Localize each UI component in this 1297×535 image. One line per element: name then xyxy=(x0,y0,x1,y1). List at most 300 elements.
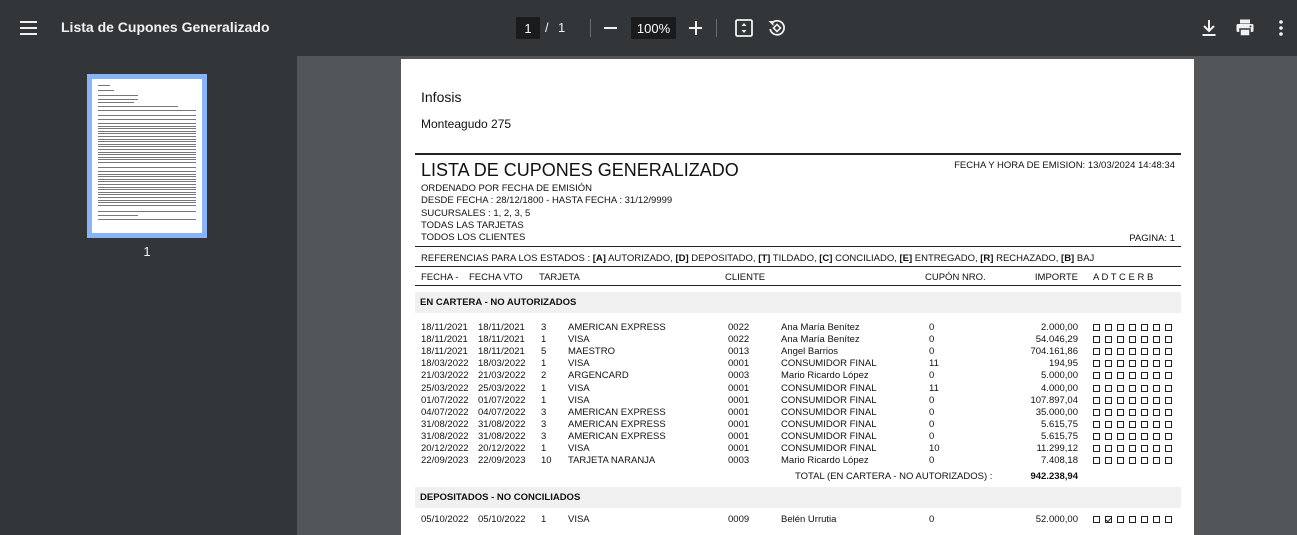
state-checkbox xyxy=(1117,397,1124,404)
cell-importe: 11.299,12 xyxy=(1036,443,1078,454)
state-checkbox xyxy=(1105,385,1112,392)
thumbnail-line xyxy=(98,167,196,168)
thumbnail-line xyxy=(98,179,196,180)
state-checkbox xyxy=(1153,385,1160,392)
cell-fecha: 18/11/2021 xyxy=(421,334,468,346)
cell-fecha: 18/03/2022 xyxy=(421,358,469,370)
thumbnail-line xyxy=(98,141,196,142)
thumbnail-line xyxy=(98,181,196,182)
cell-fecha: 18/11/2021 xyxy=(421,322,468,333)
reference-text: ENTREGADO, xyxy=(912,253,981,264)
cell-cliente: CONSUMIDOR FINAL xyxy=(781,418,877,430)
section-total-label: TOTAL (EN CARTERA - NO AUTORIZADOS) : xyxy=(795,471,993,482)
cell-tarjeta: AMERICAN EXPRESS xyxy=(568,430,666,442)
state-checkbox xyxy=(1153,397,1160,404)
cell-fecha-vto: 21/03/2022 xyxy=(478,370,526,382)
thumbnail-line xyxy=(98,136,196,137)
page-number-input[interactable] xyxy=(516,17,540,39)
state-checkbox xyxy=(1129,336,1136,343)
table-row xyxy=(401,419,1194,431)
state-checkbox xyxy=(1141,360,1148,367)
cell-tarjeta: VISA xyxy=(568,334,590,346)
state-checkbox xyxy=(1165,516,1172,523)
thumbnail-line xyxy=(98,152,196,153)
cell-tarjeta: VISA xyxy=(568,514,590,525)
column-estados: A D T C E R B xyxy=(1093,272,1154,283)
cell-tarjeta-code: 2 xyxy=(541,370,547,382)
state-checkbox xyxy=(1129,445,1136,452)
cell-fecha-vto: 25/03/2022 xyxy=(478,382,526,394)
cell-fecha-vto: 05/10/2022 xyxy=(478,514,526,525)
state-checkbox xyxy=(1129,348,1136,355)
section-title: DEPOSITADOS - NO CONCILIADOS xyxy=(420,492,581,503)
reference-code: [B] xyxy=(1061,253,1075,264)
state-checkbox xyxy=(1129,324,1136,331)
thumbnail-line xyxy=(98,149,196,150)
state-checkbox xyxy=(1129,516,1136,523)
state-checkbox xyxy=(1141,336,1148,343)
thumbnail-line xyxy=(98,154,196,155)
page-thumbnail[interactable] xyxy=(87,74,207,238)
toolbar-divider xyxy=(590,19,591,37)
state-checkbox xyxy=(1093,385,1100,392)
column-tarjeta: TARJETA xyxy=(539,272,580,283)
state-checkbox xyxy=(1141,348,1148,355)
state-checkbox xyxy=(1165,397,1172,404)
thumbnail-line xyxy=(98,187,196,188)
state-checkbox xyxy=(1141,421,1148,428)
thumbnail-line xyxy=(98,200,196,201)
thumbnail-line xyxy=(98,202,196,203)
state-checkbox xyxy=(1129,421,1136,428)
page-label: PAGINA: 1 xyxy=(1129,233,1175,244)
cell-cliente-code: 0001 xyxy=(728,358,750,370)
thumbnail-line xyxy=(98,90,114,91)
reference-text: CONCILIADO, xyxy=(832,253,900,264)
cell-cliente: CONSUMIDOR FINAL xyxy=(781,382,877,394)
cell-cupon: 0 xyxy=(929,514,935,525)
thumbnail-line xyxy=(98,157,196,158)
divider xyxy=(415,266,1181,267)
state-checkbox xyxy=(1165,360,1172,367)
cell-tarjeta: VISA xyxy=(568,443,590,454)
state-checkbox xyxy=(1105,360,1112,367)
thumbnail-page-number: 1 xyxy=(143,244,151,259)
thumbnail-line xyxy=(98,131,196,132)
thumbnail-page-preview xyxy=(92,79,202,233)
cell-fecha-vto: 01/07/2022 xyxy=(478,394,526,406)
cell-cliente-code: 0001 xyxy=(728,382,750,394)
cell-fecha: 20/12/2022 xyxy=(421,443,469,454)
state-checkbox xyxy=(1165,336,1172,343)
thumbnail-line xyxy=(98,219,196,220)
state-checkbox xyxy=(1105,445,1112,452)
cell-cupon: 0 xyxy=(929,406,935,418)
cell-importe: 4.000,00 xyxy=(1041,382,1078,394)
cell-cliente-code: 0003 xyxy=(728,370,750,382)
cell-importe: 54.046,29 xyxy=(1035,334,1078,346)
cell-importe: 194,95 xyxy=(1048,358,1078,370)
company-name: Infosis xyxy=(421,89,462,105)
cell-importe: 5.615,75 xyxy=(1041,430,1078,442)
cell-cupon: 0 xyxy=(929,418,935,430)
thumbnail-line xyxy=(98,133,196,134)
cell-tarjeta-code: 1 xyxy=(541,358,547,370)
state-checkbox xyxy=(1105,348,1112,355)
state-checkbox xyxy=(1093,433,1100,440)
state-checkbox xyxy=(1093,324,1100,331)
thumbnail-line xyxy=(98,215,138,216)
cell-fecha-vto: 18/03/2022 xyxy=(478,358,526,370)
state-checkbox xyxy=(1129,360,1136,367)
cell-tarjeta: AMERICAN EXPRESS xyxy=(568,406,666,418)
reference-text: TILDADO, xyxy=(770,253,820,264)
column-cupon: CUPÓN NRO. xyxy=(925,272,986,283)
state-checkbox xyxy=(1105,336,1112,343)
thumbnail-line xyxy=(98,139,196,140)
total-pages: 1 xyxy=(558,20,566,35)
thumbnail-line xyxy=(98,205,196,206)
state-checkbox xyxy=(1105,372,1112,379)
cell-cliente: CONSUMIDOR FINAL xyxy=(781,406,877,418)
state-checkbox xyxy=(1105,409,1112,416)
pdf-toolbar xyxy=(0,0,1297,56)
table-row xyxy=(401,431,1194,443)
state-checkbox xyxy=(1093,360,1100,367)
zoom-input[interactable] xyxy=(631,17,676,39)
cell-cliente-code: 0022 xyxy=(728,322,750,333)
state-checkbox xyxy=(1117,324,1124,331)
thumbnail-line xyxy=(98,176,196,177)
state-checkbox xyxy=(1165,348,1172,355)
cell-fecha-vto: 04/07/2022 xyxy=(478,406,526,418)
state-checkbox xyxy=(1153,457,1160,464)
state-checkbox xyxy=(1093,348,1100,355)
emission-datetime: FECHA Y HORA DE EMISION: 13/03/2024 14:48:34 xyxy=(954,160,1175,171)
state-checkbox xyxy=(1093,457,1100,464)
state-checkbox xyxy=(1093,409,1100,416)
date-range: DESDE FECHA : 28/12/1800 - HASTA FECHA : 31/12/9999 xyxy=(421,195,673,206)
state-checkbox xyxy=(1117,409,1124,416)
cell-tarjeta-code: 3 xyxy=(541,322,547,333)
cell-fecha: 21/03/2022 xyxy=(421,370,469,382)
thumbnail-line xyxy=(98,102,134,103)
cell-fecha-vto: 31/08/2022 xyxy=(478,430,526,442)
reference-text: AUTORIZADO, xyxy=(605,253,676,264)
cell-cupon: 10 xyxy=(929,443,940,454)
table-row xyxy=(401,370,1194,382)
state-checkbox xyxy=(1129,372,1136,379)
cell-cliente-code: 0001 xyxy=(728,406,750,418)
cell-cupon: 0 xyxy=(929,430,935,442)
state-checkbox xyxy=(1141,385,1148,392)
thumbnail-line xyxy=(98,162,196,163)
state-checkbox xyxy=(1129,385,1136,392)
cell-importe: 35.000,00 xyxy=(1035,406,1078,418)
cell-cliente: Ana María Benítez xyxy=(781,322,860,333)
state-checkbox xyxy=(1093,397,1100,404)
cell-tarjeta-code: 1 xyxy=(541,394,547,406)
header-rule xyxy=(415,153,1181,155)
section-header xyxy=(415,292,1181,313)
cell-fecha: 05/10/2022 xyxy=(421,514,469,525)
thumbnail-line xyxy=(98,211,196,212)
thumbnail-line xyxy=(98,126,196,127)
state-checkbox xyxy=(1153,324,1160,331)
state-checkbox xyxy=(1153,372,1160,379)
cell-cupon: 0 xyxy=(929,334,935,346)
pdf-page xyxy=(401,59,1194,535)
state-checkbox xyxy=(1165,421,1172,428)
cell-tarjeta-code: 1 xyxy=(541,443,547,454)
thumbnail-line xyxy=(98,159,196,160)
state-checkbox xyxy=(1129,457,1136,464)
cell-cupon: 11 xyxy=(929,382,939,394)
thumbnail-line xyxy=(98,110,196,111)
divider xyxy=(415,246,1181,247)
cell-importe: 704.161,86 xyxy=(1030,346,1078,358)
thumbnail-sidebar xyxy=(0,56,297,535)
state-checkbox xyxy=(1105,421,1112,428)
reference-code: [A] xyxy=(592,253,606,264)
state-checkbox xyxy=(1141,457,1148,464)
state-checkbox xyxy=(1165,445,1172,452)
cell-cliente: CONSUMIDOR FINAL xyxy=(781,430,877,442)
state-checkbox xyxy=(1105,324,1112,331)
cell-fecha: 22/09/2023 xyxy=(421,455,469,467)
cell-fecha: 31/08/2022 xyxy=(421,430,469,442)
cell-cupon: 11 xyxy=(929,358,939,370)
cell-cliente: Belén Urrutia xyxy=(781,514,837,525)
cell-tarjeta: TARJETA NARANJA xyxy=(568,455,656,467)
table-row xyxy=(401,346,1194,358)
cell-tarjeta: VISA xyxy=(568,382,590,394)
thumbnail-line xyxy=(98,99,138,100)
cell-tarjeta: ARGENCARD xyxy=(568,370,629,382)
cards-filter: TODAS LAS TARJETAS xyxy=(421,220,524,231)
section-total-value: 942.238,94 xyxy=(1030,471,1078,482)
cell-tarjeta-code: 3 xyxy=(541,406,547,418)
zoom-in-icon[interactable] xyxy=(687,17,705,39)
table-row xyxy=(401,322,1194,334)
cell-tarjeta-code: 1 xyxy=(541,382,547,394)
cell-tarjeta-code: 1 xyxy=(541,514,547,525)
state-checkbox xyxy=(1117,360,1124,367)
state-checkbox xyxy=(1093,445,1100,452)
cell-tarjeta: MAESTRO xyxy=(568,346,615,358)
section-title: EN CARTERA - NO AUTORIZADOS xyxy=(420,297,577,308)
state-checkbox xyxy=(1129,433,1136,440)
thumbnail-line xyxy=(98,192,196,193)
document-title: Lista de Cupones Generalizado xyxy=(61,19,270,35)
state-checkbox xyxy=(1141,445,1148,452)
state-checkbox xyxy=(1141,397,1148,404)
state-checkbox xyxy=(1093,336,1100,343)
rotate-icon[interactable] xyxy=(765,16,789,40)
reference-code: [R] xyxy=(980,253,994,264)
more-vert-icon[interactable] xyxy=(1269,16,1293,40)
state-checkbox xyxy=(1141,409,1148,416)
zoom-out-icon[interactable] xyxy=(602,17,620,39)
thumbnail-line xyxy=(98,197,196,198)
table-row xyxy=(401,443,1194,455)
cell-importe: 107.897,04 xyxy=(1030,394,1078,406)
table-row xyxy=(401,455,1194,467)
thumbnail-line xyxy=(98,119,196,120)
cell-tarjeta: VISA xyxy=(568,358,590,370)
state-references xyxy=(421,253,1094,264)
cell-fecha-vto: 18/11/2021 xyxy=(478,334,525,346)
state-checkbox xyxy=(1093,372,1100,379)
state-checkbox xyxy=(1117,372,1124,379)
state-checkbox xyxy=(1117,445,1124,452)
state-checkbox xyxy=(1105,433,1112,440)
column-cliente: CLIENTE xyxy=(725,272,766,283)
cell-fecha: 25/03/2022 xyxy=(421,382,469,394)
page-separator: / xyxy=(545,20,549,35)
table-row xyxy=(401,334,1194,346)
state-checkbox xyxy=(1153,516,1160,523)
reference-code: [D] xyxy=(675,253,689,264)
table-row xyxy=(401,407,1194,419)
thumbnail-line xyxy=(98,189,196,190)
state-checkbox xyxy=(1165,324,1172,331)
thumbnail-line xyxy=(98,123,196,124)
cell-tarjeta: VISA xyxy=(568,394,590,406)
cell-cliente: Ana María Benítez xyxy=(781,334,860,346)
toolbar-divider xyxy=(716,19,717,37)
state-checkbox xyxy=(1153,348,1160,355)
cell-cliente: Mario Ricardo López xyxy=(781,370,869,382)
thumbnail-line xyxy=(98,128,196,129)
cell-cliente: CONSUMIDOR FINAL xyxy=(781,443,877,454)
cell-fecha-vto: 22/09/2023 xyxy=(478,455,526,467)
cell-fecha: 18/11/2021 xyxy=(421,346,468,358)
report-title: LISTA DE CUPONES GENERALIZADO xyxy=(421,160,739,180)
cell-fecha: 31/08/2022 xyxy=(421,418,469,430)
state-checkbox xyxy=(1117,457,1124,464)
cell-cliente-code: 0009 xyxy=(728,514,750,525)
state-checkbox xyxy=(1153,421,1160,428)
state-checkbox xyxy=(1153,433,1160,440)
cell-cliente-code: 0001 xyxy=(728,394,750,406)
state-checkbox xyxy=(1105,397,1112,404)
menu-icon[interactable] xyxy=(14,14,42,42)
cell-cupon: 0 xyxy=(929,394,935,406)
state-checkbox xyxy=(1117,348,1124,355)
thumbnail-line xyxy=(98,115,196,116)
table-row xyxy=(401,383,1194,395)
cell-cupon: 0 xyxy=(929,322,935,333)
state-checkbox xyxy=(1141,324,1148,331)
cell-cliente-code: 0001 xyxy=(728,443,750,454)
references-prefix: REFERENCIAS PARA LOS ESTADOS : xyxy=(421,253,593,264)
cell-cupon: 0 xyxy=(929,455,935,467)
state-checkbox xyxy=(1141,372,1148,379)
fit-page-icon[interactable] xyxy=(732,16,756,40)
table-row xyxy=(401,395,1194,407)
cell-fecha-vto: 18/11/2021 xyxy=(478,322,525,333)
divider xyxy=(415,285,1181,286)
state-checkbox xyxy=(1153,409,1160,416)
print-icon[interactable] xyxy=(1233,16,1257,40)
cell-cliente: CONSUMIDOR FINAL xyxy=(781,358,877,370)
state-checkbox xyxy=(1153,336,1160,343)
cell-cliente-code: 0013 xyxy=(728,346,750,358)
cell-fecha: 01/07/2022 xyxy=(421,394,469,406)
cell-cliente-code: 0001 xyxy=(728,418,750,430)
state-checkbox xyxy=(1165,385,1172,392)
branches: SUCURSALES : 1, 2, 3, 5 xyxy=(421,208,531,219)
column-fecha: FECHA - xyxy=(421,272,459,283)
state-checkbox xyxy=(1153,360,1160,367)
cell-cliente-code: 0001 xyxy=(728,430,750,442)
state-checkbox xyxy=(1117,433,1124,440)
state-checkbox xyxy=(1129,397,1136,404)
state-checkbox xyxy=(1117,336,1124,343)
cell-tarjeta-code: 3 xyxy=(541,430,547,442)
thumbnail-line xyxy=(98,95,138,96)
cell-tarjeta-code: 10 xyxy=(541,455,552,467)
cell-cliente-code: 0003 xyxy=(728,455,750,467)
cell-cliente: Angel Barrios xyxy=(781,346,839,358)
cell-tarjeta-code: 1 xyxy=(541,334,547,346)
state-checkbox xyxy=(1165,457,1172,464)
thumbnail-line xyxy=(98,85,110,86)
cell-fecha-vto: 31/08/2022 xyxy=(478,418,526,430)
cell-importe: 2.000,00 xyxy=(1041,322,1078,333)
thumbnail-line xyxy=(98,184,196,185)
state-checkbox xyxy=(1117,421,1124,428)
state-checkbox xyxy=(1129,409,1136,416)
cell-tarjeta: AMERICAN EXPRESS xyxy=(568,322,666,333)
thumbnail-line xyxy=(98,194,196,195)
thumbnail-line xyxy=(98,146,196,147)
state-checkbox xyxy=(1093,516,1100,523)
cell-cupon: 0 xyxy=(929,346,935,358)
thumbnail-line xyxy=(98,174,196,175)
cell-importe: 5.000,00 xyxy=(1041,370,1078,382)
download-icon[interactable] xyxy=(1197,16,1221,40)
state-checkbox xyxy=(1141,516,1148,523)
company-address: Monteagudo 275 xyxy=(421,117,512,131)
table-row xyxy=(401,514,1194,526)
thumbnail-line xyxy=(98,171,196,172)
state-checkbox xyxy=(1117,385,1124,392)
clients-filter: TODOS LOS CLIENTES xyxy=(421,232,526,243)
cell-importe: 7.408,18 xyxy=(1041,455,1078,467)
cell-cupon: 0 xyxy=(929,370,935,382)
thumbnail-line xyxy=(98,106,178,107)
column-importe: IMPORTE xyxy=(1034,272,1078,283)
cell-cliente: Mario Ricardo López xyxy=(781,455,869,467)
state-checkbox xyxy=(1141,433,1148,440)
state-checkbox xyxy=(1105,457,1112,464)
reference-code: [C] xyxy=(819,253,833,264)
cell-cliente-code: 0022 xyxy=(728,334,750,346)
table-row xyxy=(401,358,1194,370)
state-checkbox xyxy=(1117,516,1124,523)
cell-fecha: 04/07/2022 xyxy=(421,406,469,418)
state-checkbox xyxy=(1093,421,1100,428)
section-header xyxy=(415,487,1181,508)
column-fecha-vto: FECHA VTO xyxy=(469,272,523,283)
cell-cliente: CONSUMIDOR FINAL xyxy=(781,394,877,406)
reference-text: DEPOSITADO, xyxy=(688,253,759,264)
reference-text: RECHAZADO, xyxy=(993,253,1062,264)
ordered-by: ORDENADO POR FECHA DE EMISIÓN xyxy=(421,183,593,194)
state-checkbox xyxy=(1153,445,1160,452)
